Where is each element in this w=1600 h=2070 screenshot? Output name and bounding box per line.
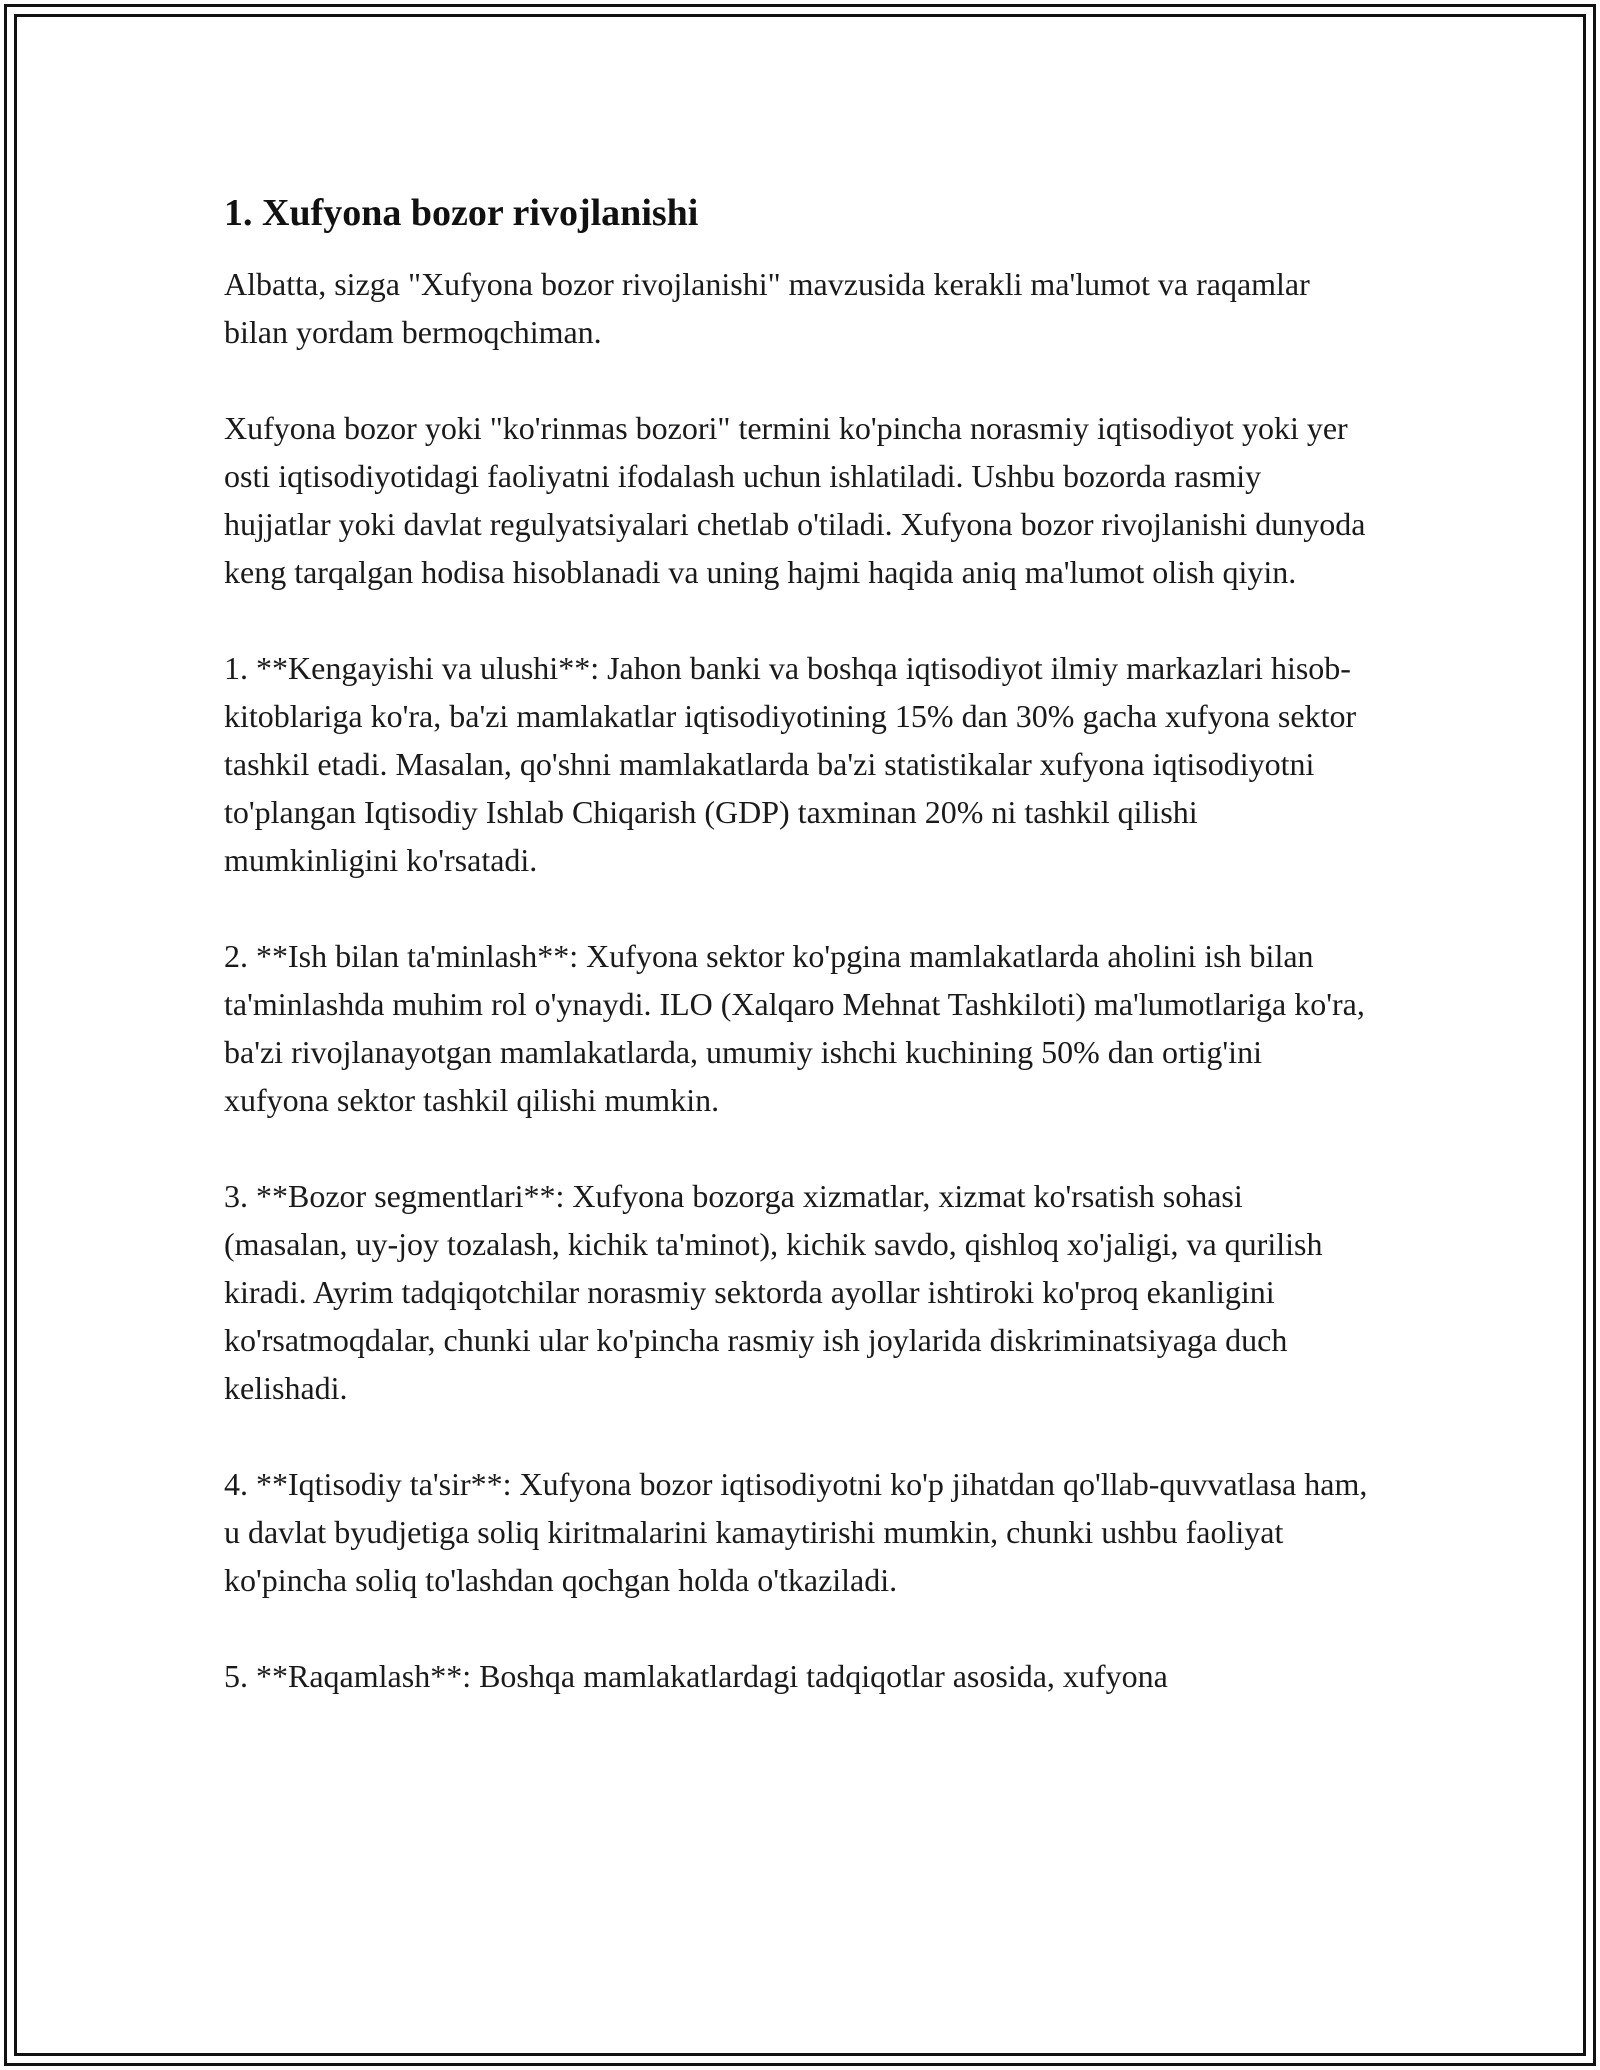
list-item-expansion: 1. **Kengayishi va ulushi**: Jahon banki va boshqa iqtisodiyot ilmiy markazlari hisob-kitoblariga ko'ra, ba'zi mamlakatlar iqtisodiyotining 15% dan 30% gacha xufyona sektor tashkil etadi. Masalan, qo'shni mamlakatlarda ba'zi statistikalar xufyona iqtisodiyotni to'plangan Iqtisodiy Ishlab Chiqarish (GDP) taxminan 20% ni tashkil qilishi mumkinligini ko'rsatadi. bbox=[224, 650, 1357, 878]
list-item-economic-impact: 4. **Iqtisodiy ta'sir**: Xufyona bozor iqtisodiyotni ko'p jihatdan qo'llab-quvvatlasa ham, u davlat byudjetiga soliq kiritmalarini kamaytirishi mumkin, chunki ushbu faoliyat ko'pincha soliq to'lashdan qochgan holda o'tkaziladi. bbox=[224, 1466, 1368, 1598]
definition-paragraph: Xufyona bozor yoki "ko'rinmas bozori" termini ko'pincha norasmiy iqtisodiyot yoki yer osti iqtisodiyotidagi faoliyatni ifodalash uchun ishlatiladi. Ushbu bozorda rasmiy hujjatlar yoki davlat regulyatsiyalari chetlab o'tiladi. Xufyona bozor rivojlanishi dunyoda keng tarqalgan hodisa hisoblanadi va uning hajmi haqida aniq ma'lumot olish qiyin. bbox=[224, 410, 1366, 590]
document-body bbox=[224, 186, 1374, 1700]
intro-paragraph: Albatta, sizga "Xufyona bozor rivojlanishi" mavzusida kerakli ma'lumot va raqamlar bilan yordam bermoqchiman. bbox=[224, 266, 1310, 350]
list-item-market-segments: 3. **Bozor segmentlari**: Xufyona bozorga xizmatlar, xizmat ko'rsatish sohasi (masalan, uy-joy tozalash, kichik ta'minot), kichik savdo, qishloq xo'jaligi, va qurilish kiradi. Ayrim tadqiqotchilar norasmiy sektorda ayollar ishtiroki ko'proq ekanligini ko'rsatmoqdalar, chunki ular ko'pincha rasmiy ish joylarida diskriminatsiyaga duch kelishadi. bbox=[224, 1178, 1323, 1406]
list-item-numbering: 5. **Raqamlash**: Boshqa mamlakatlardagi tadqiqotlar asosida, xufyona bbox=[224, 1658, 1168, 1694]
list-item-employment: 2. **Ish bilan ta'minlash**: Xufyona sektor ko'pgina mamlakatlarda aholini ish bilan ta'minlashda muhim rol o'ynaydi. ILO (Xalqaro Mehnat Tashkiloti) ma'lumotlariga ko'ra, ba'zi rivojlanayotgan mamlakatlarda, umumiy ishchi kuchining 50% dan ortig'ini xufyona sektor tashkil qilishi mumkin. bbox=[224, 938, 1365, 1118]
document-heading: 1. Xufyona bozor rivojlanishi bbox=[224, 192, 699, 234]
